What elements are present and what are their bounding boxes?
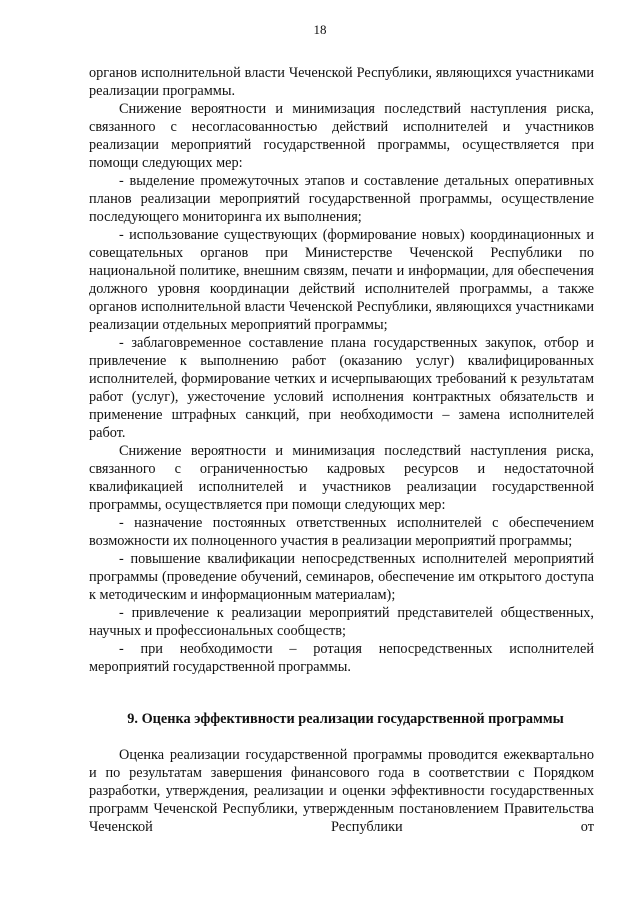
page-number: 18 (313, 22, 327, 37)
paragraph-risk-staffing: Снижение вероятности и минимизация последствий наступления риска, связанного с ограниченностью кадровых ресурсов и недостаточной квалификацией исполнителей и участников реализации государственной программы, осуществляется при помощи следующих мер: (89, 443, 594, 513)
list-item-community-involvement: - привлечение к реализации мероприятий представителей общественных, научных и профессиональных сообществ; (89, 605, 594, 639)
paragraph-risk-coordination: Снижение вероятности и минимизация последствий наступления риска, связанного с несогласованностью действий исполнителей и участников реализации мероприятий государственной программы, осуществляется при помощи следующих мер: (89, 101, 594, 171)
list-item-coordination-bodies: - использование существующих (формирование новых) координационных и совещательных органов при Министерстве Чеченской Республики по национальной политике, внешним связям, печати и информации, для обеспечения должного уровня координации действий исполнителей программы, а также органов исполнительной власти Чеченской Республики, являющихся участниками реализации отдельных мероприятий программы; (89, 227, 594, 333)
section-heading: 9. Оценка эффективности реализации государственной программы (127, 711, 564, 727)
paragraph-evaluation: Оценка реализации государственной программы проводится ежеквартально и по результатам завершения финансового года в соответствии с Порядком разработки, утверждения, реализации и оценки эффективности государственных программ Чеченской Республики, утвержденным постановлением Правительства Чеченской Республики от (89, 747, 594, 835)
list-item-permanent-executors: - назначение постоянных ответственных исполнителей с обеспечением возможности их полноценного участия в реализации мероприятий программы; (89, 515, 594, 549)
list-item-procurement-plan: - заблаговременное составление плана государственных закупок, отбор и привлечение к выполнению работ (оказанию услуг) квалифицированных исполнителей, формирование четких и исчерпывающих требований к результатам работ (услуг), ужесточение условий исполнения контрактных обязательств и применение штрафных санкций, при необходимости – замена исполнителей работ. (89, 335, 594, 441)
list-item-qualification: - повышение квалификации непосредственных исполнителей мероприятий программы (проведение обучений, семинаров, обеспечение им открытого доступа к методическим и информационным материалам); (89, 551, 594, 603)
paragraph-continuation: органов исполнительной власти Чеченской Республики, являющихся участниками реализации программы. (89, 65, 594, 99)
list-item-rotation: - при необходимости – ротация непосредственных исполнителей мероприятий государственной программы. (89, 641, 594, 675)
page-content (89, 64, 594, 836)
list-item-intermediate-stages: - выделение промежуточных этапов и составление детальных оперативных планов реализации мероприятий государственной программы, осуществление последующего мониторинга их выполнения; (89, 173, 594, 225)
